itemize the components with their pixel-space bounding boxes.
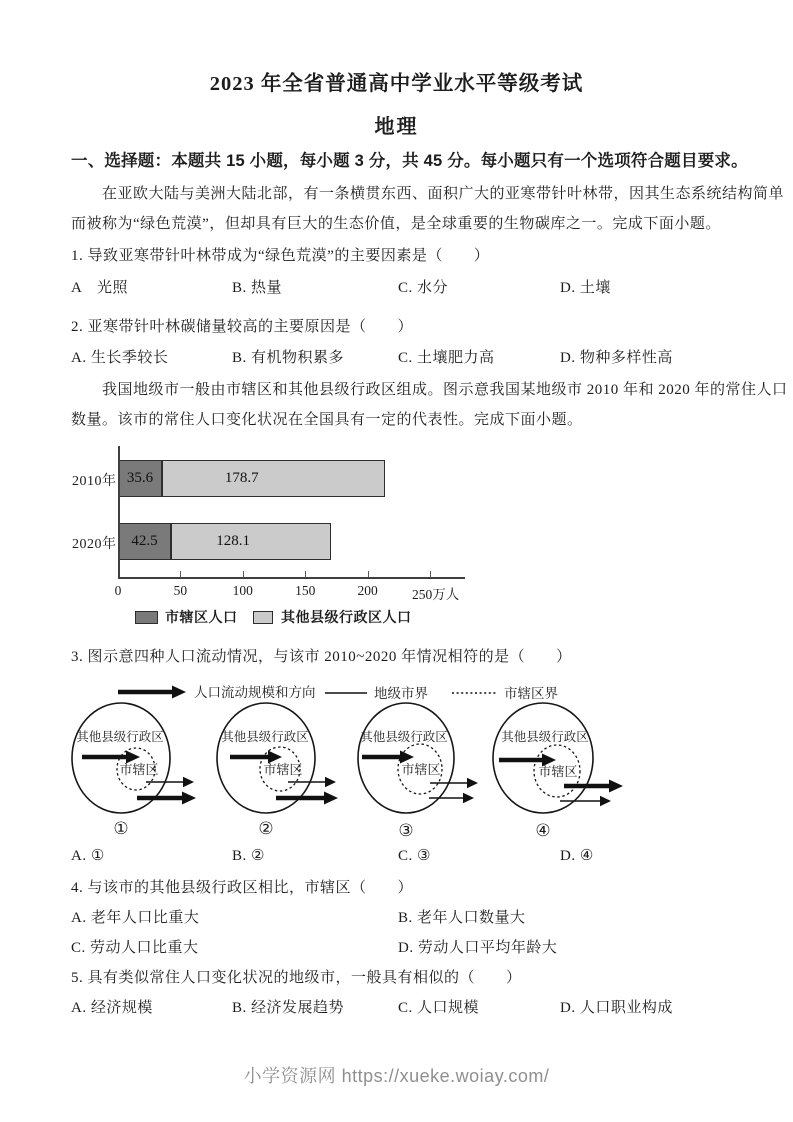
passage2-line1: 我国地级市一般由市辖区和其他县级行政区组成。图示意我国某地级市 2010 年和 2020 年的常住人口 — [102, 382, 788, 398]
counties-outflow-arrow-head — [182, 792, 196, 805]
chart-tick-label: 250万人 — [412, 587, 460, 602]
question4-option-a: A. 老年人口比重大 — [71, 910, 200, 926]
bar-segment-其他县级行政区人口 — [162, 460, 385, 497]
question5-option-b: B. 经济发展趋势 — [232, 1000, 345, 1016]
diagram-number: ④ — [535, 821, 551, 840]
diagram-number: ③ — [398, 821, 414, 840]
population-flow-figure — [60, 678, 680, 844]
question1-option-b: B. 热量 — [232, 280, 283, 296]
question2-option-d: D. 物种多样性高 — [560, 350, 673, 366]
district-label: 市辖区 — [538, 764, 578, 779]
district-label: 市辖区 — [119, 762, 159, 777]
question3-option-a: A. ① — [71, 848, 105, 864]
district-outflow-arrow-head — [183, 777, 194, 787]
bar-value-label: 178.7 — [224, 470, 259, 486]
passage1-line1: 在亚欧大陆与美洲大陆北部，有一条横贯东西、面积广大的亚寒带针叶林带，因其生态系统结构简单 — [102, 186, 785, 202]
question2-stem: 2. 亚寒带针叶林碳储量较高的主要原因是（ ） — [71, 319, 414, 335]
counties-outflow-arrow-head — [324, 792, 338, 805]
watermark-footer: 小学资源网 https://xueke.woiay.com/ — [243, 1066, 550, 1086]
chart-tick-label: 150 — [295, 583, 316, 598]
question3-stem: 3. 图示意四种人口流动情况，与该市 2010~2020 年情况相符的是（ ） — [71, 649, 572, 665]
chart-tick — [305, 571, 306, 577]
district-outflow-arrow-head — [609, 780, 623, 793]
legend-flow-arrow-icon-head — [172, 686, 186, 699]
bar-value-label: 35.6 — [126, 470, 154, 486]
question1-option-a: A 光照 — [71, 280, 129, 296]
counties-outflow-arrow-head — [463, 793, 474, 803]
question3-option-c: C. ③ — [398, 848, 431, 864]
passage1-line2: 而被称为“绿色荒漠”，但却具有巨大的生态价值，是全球重要的生物碳库之一。完成下面小题。 — [71, 216, 721, 232]
outer-region-label: 其他县级行政区 — [360, 730, 448, 744]
chart-x-axis — [118, 577, 465, 579]
bar-segment-市辖区人口 — [118, 460, 162, 497]
legend-flow-label: 人口流动规模和方向 — [194, 685, 316, 700]
diagram-number: ① — [113, 819, 129, 838]
question1-option-d: D. 土壤 — [560, 280, 611, 296]
legend-label: 市辖区人口 — [165, 611, 238, 626]
exam-title: 2023 年全省普通高中学业水平等级考试 — [209, 73, 584, 95]
counties-outflow-arrow-head — [600, 796, 611, 806]
bar-value-label: 42.5 — [131, 533, 158, 549]
chart-tick — [243, 571, 244, 577]
chart-category-label: 2010年 — [72, 474, 117, 489]
question5-option-a: A. 经济规模 — [71, 1000, 153, 1016]
question5-option-c: C. 人口规模 — [398, 1000, 480, 1016]
section-heading: 一、选择题：本题共 15 小题，每小题 3 分，共 45 分。每小题只有一个选项符合题目要求。 — [71, 152, 748, 170]
exam-subject: 地理 — [374, 116, 419, 138]
bar-segment-其他县级行政区人口 — [171, 523, 331, 560]
chart-tick-label: 50 — [173, 583, 188, 598]
question3-option-d: D. ④ — [560, 848, 594, 864]
diagram-number: ② — [258, 819, 274, 838]
chart-tick-label: 0 — [114, 583, 122, 598]
chart-category-label: 2020年 — [72, 537, 117, 552]
district-label: 市辖区 — [401, 762, 441, 777]
legend-district-boundary-label: 市辖区界 — [504, 686, 558, 701]
chart-tick-label: 200 — [357, 583, 378, 598]
outer-region-label: 其他县级行政区 — [501, 730, 589, 744]
chart-tick — [430, 571, 431, 577]
question5-stem: 5. 具有类似常住人口变化状况的地级市，一般具有相似的（ ） — [71, 970, 522, 986]
legend-swatch-dark — [135, 611, 158, 624]
question5-option-d: D. 人口职业构成 — [560, 1000, 673, 1016]
question3-option-b: B. ② — [232, 848, 265, 864]
chart-y-axis — [118, 446, 120, 577]
district-outflow-arrow-head — [467, 778, 478, 788]
chart-tick-label: 100 — [232, 583, 253, 598]
bar-value-label: 128.1 — [216, 533, 250, 549]
question2-option-b: B. 有机物积累多 — [232, 350, 345, 366]
district-outflow-arrow-head — [325, 777, 336, 787]
question1-option-c: C. 水分 — [398, 280, 449, 296]
question2-option-a: A. 生长季较长 — [71, 350, 169, 366]
legend-city-boundary-label: 地级市界 — [374, 686, 428, 701]
district-label: 市辖区 — [263, 762, 303, 777]
question4-option-c: C. 劳动人口比重大 — [71, 940, 199, 956]
question1-stem: 1. 导致亚寒带针叶林带成为“绿色荒漠”的主要因素是（ ） — [71, 248, 490, 264]
legend-swatch-light — [253, 611, 273, 624]
population-bar-chart — [70, 444, 500, 639]
outer-region-label: 其他县级行政区 — [221, 730, 309, 744]
chart-tick — [368, 571, 369, 577]
bar-segment-市辖区人口 — [118, 523, 171, 560]
outer-region-label: 其他县级行政区 — [76, 730, 164, 744]
question4-option-b: B. 老年人口数量大 — [398, 910, 526, 926]
passage2-line2: 数量。该市的常住人口变化状况在全国具有一定的代表性。完成下面小题。 — [71, 412, 583, 428]
question4-stem: 4. 与该市的其他县级行政区相比，市辖区（ ） — [71, 880, 414, 896]
legend-label: 其他县级行政区人口 — [281, 611, 412, 626]
chart-tick — [180, 571, 181, 577]
question2-option-c: C. 土壤肥力高 — [398, 350, 495, 366]
question4-option-d: D. 劳动人口平均年龄大 — [398, 940, 558, 956]
